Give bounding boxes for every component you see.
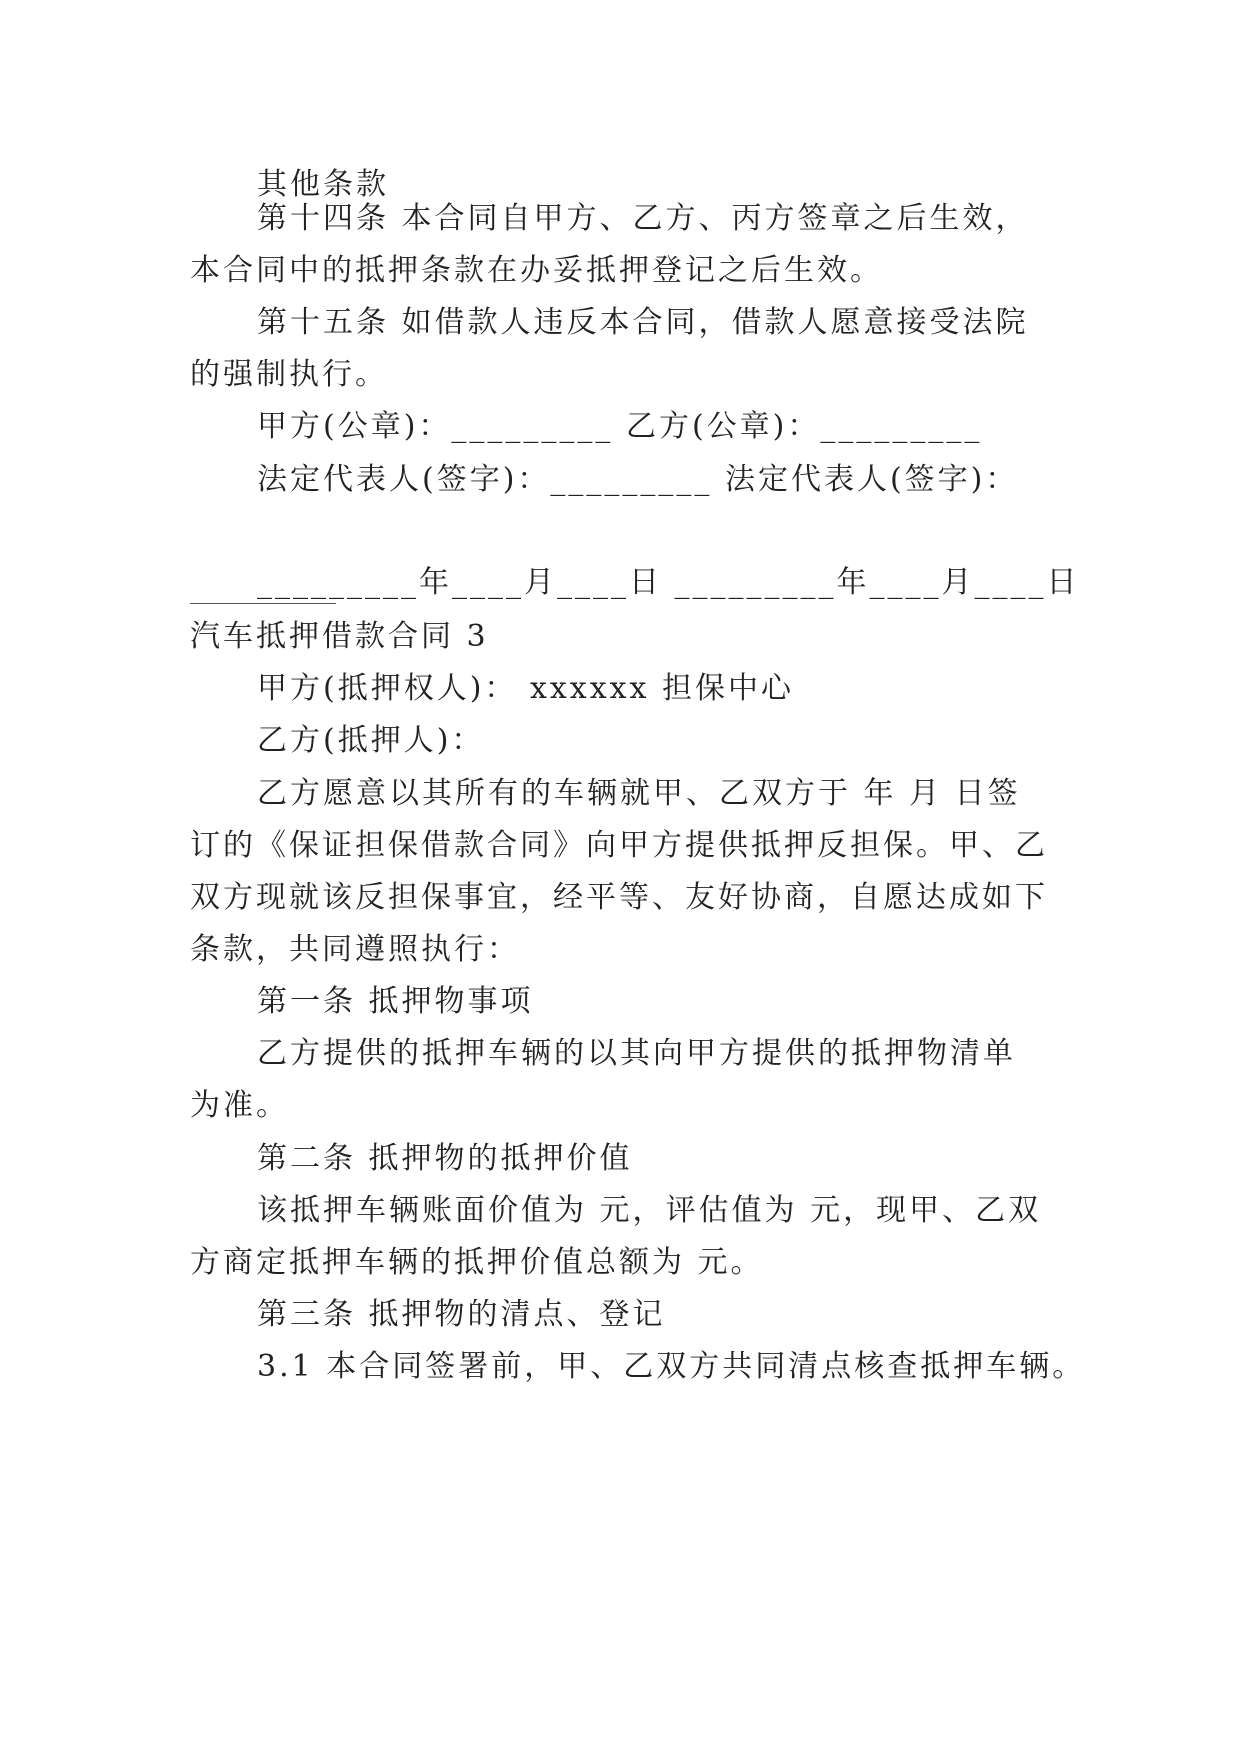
article-1-line-1: 乙方提供的抵押车辆的以其向甲方提供的抵押物清单 bbox=[257, 1036, 1016, 1071]
contract-title: 汽车抵押借款合同 3 bbox=[190, 619, 489, 654]
signature-seal-line: 甲方(公章)：_________ 乙方(公章)：_________ bbox=[257, 409, 983, 444]
article-3-heading: 第三条 抵押物的清点、登记 bbox=[257, 1297, 666, 1332]
clause-15-line-2: 的强制执行。 bbox=[190, 357, 388, 392]
signature-date-line: _________年____月____日 _________年____月____日 bbox=[257, 565, 1080, 600]
article-3-line-1: 3.1 本合同签署前，甲、乙双方共同清点核查抵押车辆。 bbox=[257, 1349, 1086, 1384]
signature-blank-underline bbox=[190, 603, 336, 604]
section-heading-other-terms: 其他条款 bbox=[257, 167, 389, 202]
preamble-line-3: 双方现就该反担保事宜，经平等、友好协商，自愿达成如下 bbox=[190, 880, 1048, 915]
clause-14-line-1: 第十四条 本合同自甲方、乙方、丙方签章之后生效， bbox=[257, 201, 1029, 236]
clause-14-line-2: 本合同中的抵押条款在办妥抵押登记之后生效。 bbox=[190, 253, 883, 288]
article-1-heading: 第一条 抵押物事项 bbox=[257, 984, 534, 1019]
party-a-line: 甲方(抵押权人)： xxxxxx 担保中心 bbox=[257, 671, 794, 706]
signature-representative-line: 法定代表人(签字)：_________ 法定代表人(签字)： bbox=[257, 462, 1019, 497]
party-b-line: 乙方(抵押人)： bbox=[257, 723, 485, 758]
article-2-line-2: 方商定抵押车辆的抵押价值总额为 元。 bbox=[190, 1245, 764, 1280]
preamble-line-2: 订的《保证担保借款合同》向甲方提供抵押反担保。甲、乙 bbox=[190, 828, 1048, 863]
article-2-heading: 第二条 抵押物的抵押价值 bbox=[257, 1141, 633, 1176]
article-1-line-2: 为准。 bbox=[190, 1088, 289, 1123]
preamble-line-1: 乙方愿意以其所有的车辆就甲、乙双方于 年 月 日签 bbox=[257, 776, 1021, 811]
article-2-line-1: 该抵押车辆账面价值为 元，评估值为 元，现甲、乙双 bbox=[257, 1193, 1042, 1228]
clause-15-line-1: 第十五条 如借款人违反本合同，借款人愿意接受法院 bbox=[257, 305, 1029, 340]
preamble-line-4: 条款，共同遵照执行： bbox=[190, 932, 520, 967]
